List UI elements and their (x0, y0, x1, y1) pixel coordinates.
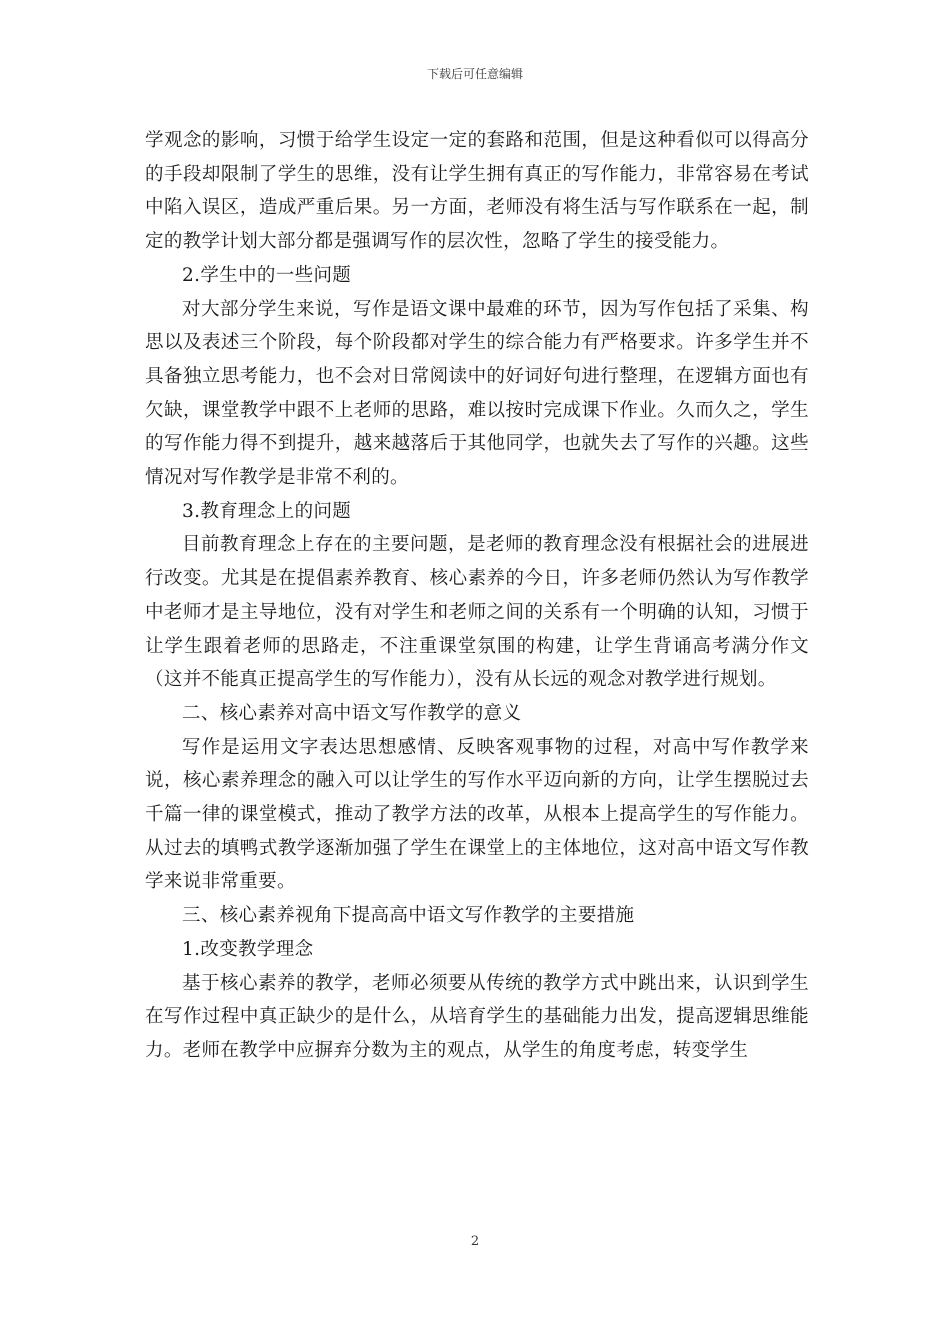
page-number: 2 (470, 1234, 480, 1249)
paragraph-2: 对大部分学生来说，写作是语文课中最难的环节，因为写作包括了采集、构思以及表述三个阶段，每个阶段都对学生的综合能力有严格要求。许多学生并不具备独立思考能力，也不会对日常阅读中的好词好句进行整理，在逻辑方面也有欠缺，课堂教学中跟不上老师的思路，难以按时完成课下作业。久而久之，学生的写作能力得不到提升，越来越落后于其他同学，也就失去了写作的兴趣。这些情况对写作教学是非常不利的。 (145, 298, 809, 489)
section-heading-3: 3.教育理念上的问题 (182, 500, 352, 522)
page-header: 下载后可任意编辑 (426, 67, 523, 81)
chapter-heading-2: 二、核心素养对高中语文写作教学的意义 (182, 702, 522, 724)
section-heading-2: 2.学生中的一些问题 (182, 264, 352, 286)
paragraph-3: 目前教育理念上存在的主要问题，是老师的教育理念没有根据社会的进展进行改变。尤其是在提倡素养教育、核心素养的今日，许多老师仍然认为写作教学中老师才是主导地位，没有对学生和老师之间的关系有一个明确的认知，习惯于让学生跟着老师的思路走，不注重课堂氛围的构建，让学生背诵高考满分作文（这并不能真正提高学生的写作能力），没有从长远的观念对教学进行规划。 (145, 534, 809, 691)
document-body (145, 124, 809, 1068)
paragraph-4: 写作是运用文字表达思想感情、反映客观事物的过程，对高中写作教学来说，核心素养理念的融入可以让学生的写作水平迈向新的方向，让学生摆脱过去千篇一律的课堂模式，推动了教学方法的改革，从根本上提高学生的写作能力。从过去的填鸭式教学逐渐加强了学生在课堂上的主体地位，这对高中语文写作教学来说非常重要。 (145, 736, 809, 893)
section-heading-1: 1.改变教学理念 (182, 938, 314, 960)
paragraph-5: 基于核心素养的教学，老师必须要从传统的教学方式中跳出来，认识到学生在写作过程中真正缺少的是什么，从培育学生的基础能力出发，提高逻辑思维能力。老师在教学中应摒弃分数为主的观点，从学生的角度考虑，转变学生 (145, 972, 809, 1061)
chapter-heading-3: 三、核心素养视角下提高高中语文写作教学的主要措施 (182, 905, 635, 927)
paragraph-1: 学观念的影响，习惯于给学生设定一定的套路和范围，但是这种看似可以得高分的手段却限制了学生的思维，没有让学生拥有真正的写作能力，非常容易在考试中陷入误区，造成严重后果。另一方面，老师没有将生活与写作联系在一起，制定的教学计划大部分都是强调写作的层次性，忽略了学生的接受能力。 (145, 130, 809, 253)
